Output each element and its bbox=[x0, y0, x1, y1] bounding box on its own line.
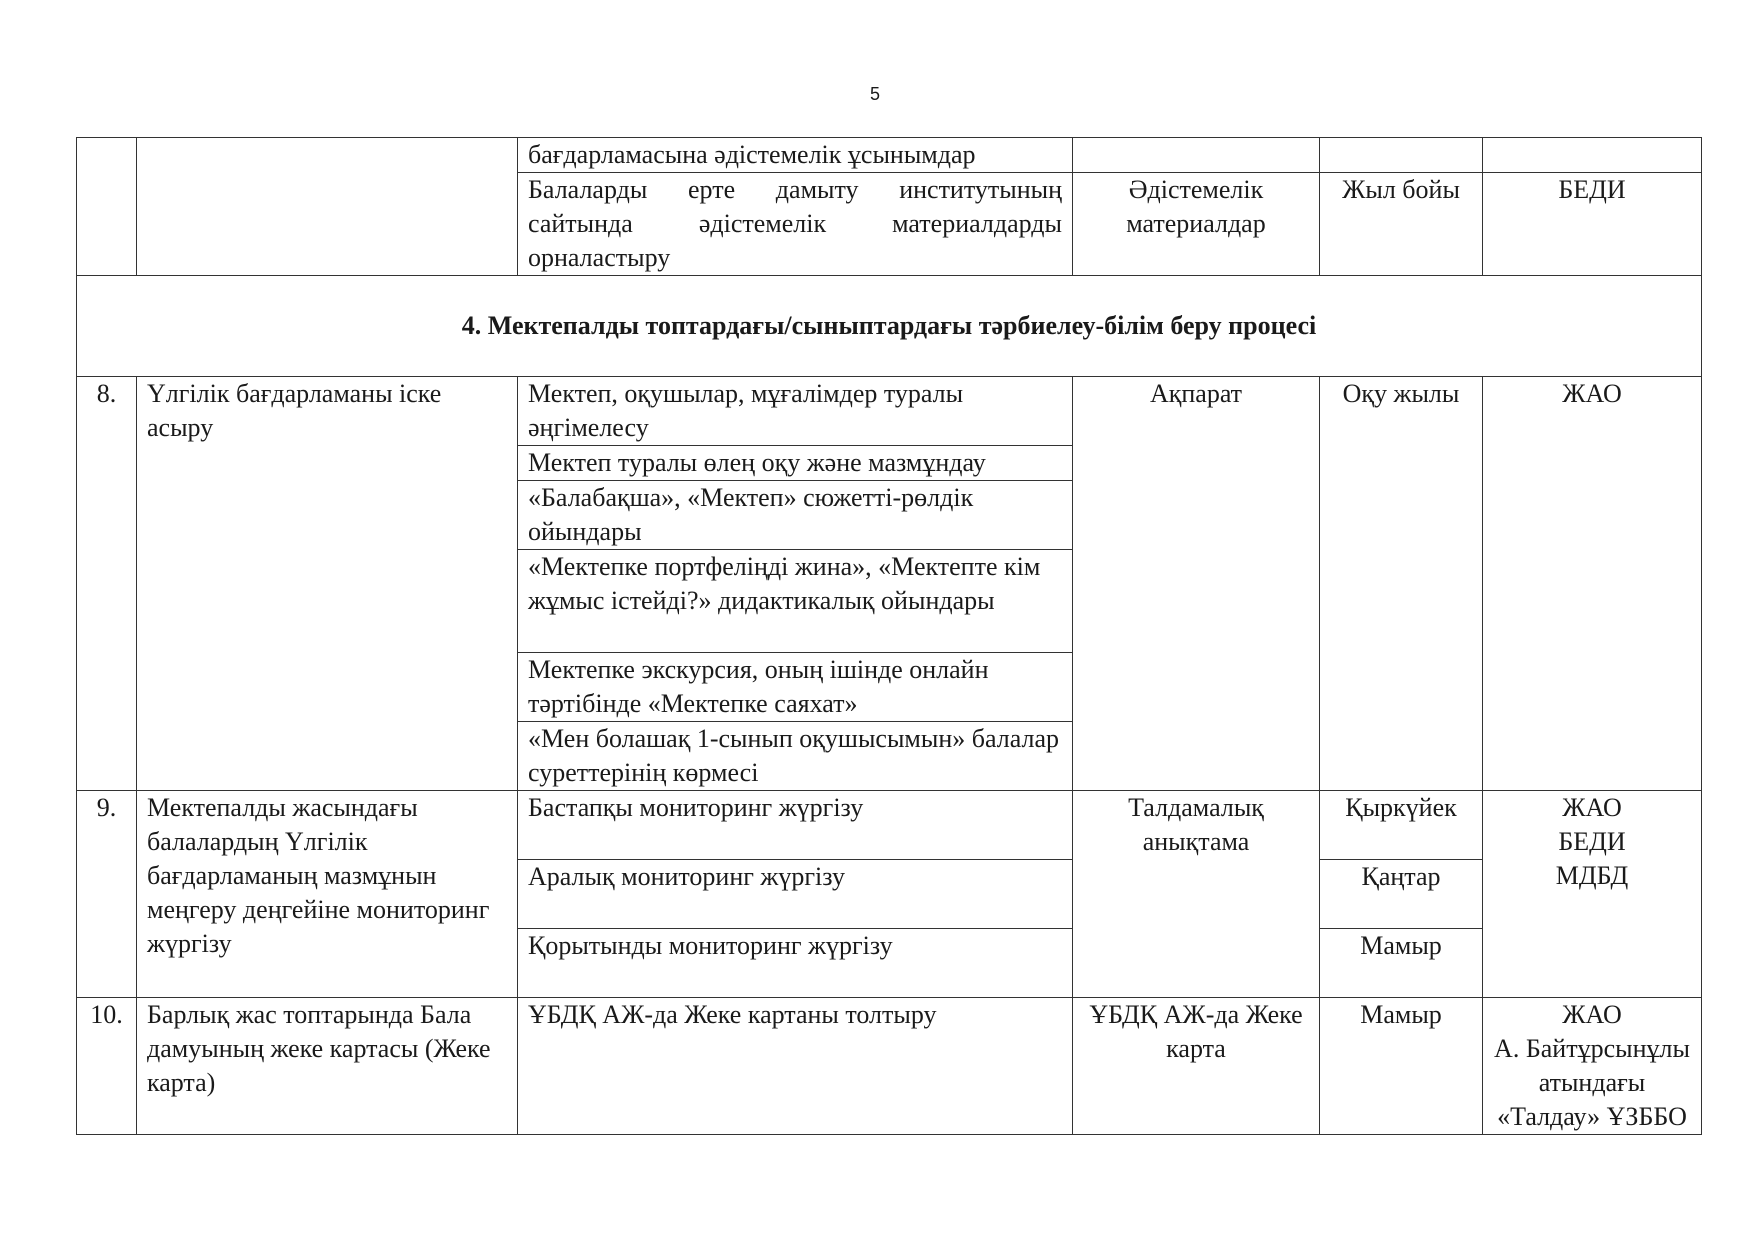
row-activity: Қорытынды мониторинг жүргізу bbox=[518, 929, 1073, 998]
row-number: 9. bbox=[77, 791, 137, 998]
row-responsible bbox=[1483, 791, 1702, 998]
row-task: Үлгілік бағдарламаны іске асыру bbox=[137, 377, 518, 791]
continuation-tail-output bbox=[1073, 138, 1320, 173]
continuation-tail-due bbox=[1320, 138, 1483, 173]
table-row bbox=[77, 791, 1702, 860]
continuation-due: Жыл бойы bbox=[1320, 173, 1483, 276]
table-row bbox=[77, 998, 1702, 1135]
row-activity: Мектепке экскурсия, оның ішінде онлайн тәртібінде «Мектепке саяхат» bbox=[518, 653, 1073, 722]
row-output: ҰБДҚ АЖ-да Жеке карта bbox=[1073, 998, 1320, 1135]
row-task: Барлық жас топтарында Бала дамуының жеке картасы (Жеке карта) bbox=[137, 998, 518, 1135]
section-title: 4. Мектепалды топтардағы/сыныптардағы тәрбиелеу-білім беру процесі bbox=[77, 276, 1702, 377]
continuation-activity: Балаларды ерте дамыту институтының сайтында әдістемелік материалдарды орналастыру bbox=[518, 173, 1073, 276]
continuation-tail-activity: бағдарламасына әдістемелік ұсынымдар bbox=[518, 138, 1073, 173]
row-activity: Аралық мониторинг жүргізу bbox=[518, 860, 1073, 929]
row-output: Ақпарат bbox=[1073, 377, 1320, 791]
row-activity: «Мектепке портфеліңді жина», «Мектепте кім жұмыс істейді?» дидактикалық ойындары bbox=[518, 550, 1073, 653]
action-plan-table bbox=[76, 137, 1702, 1135]
row-number: 8. bbox=[77, 377, 137, 791]
continuation-row-tail bbox=[77, 138, 1702, 173]
row-activity: Бастапқы мониторинг жүргізу bbox=[518, 791, 1073, 860]
responsible-line: БЕДИ bbox=[1558, 827, 1626, 856]
row-due: Қаңтар bbox=[1320, 860, 1483, 929]
continuation-responsible: БЕДИ bbox=[1483, 173, 1702, 276]
row-due: Оқу жылы bbox=[1320, 377, 1483, 791]
row-due: Мамыр bbox=[1320, 998, 1483, 1135]
continuation-task-cell bbox=[137, 138, 518, 276]
table-row bbox=[77, 377, 1702, 446]
row-activity: «Мен болашақ 1-сынып оқушысымын» балалар суреттерінің көрмесі bbox=[518, 722, 1073, 791]
row-activity: ҰБДҚ АЖ-да Жеке картаны толтыру bbox=[518, 998, 1073, 1135]
responsible-line: ЖАО bbox=[1562, 793, 1622, 822]
page-number: 5 bbox=[869, 84, 880, 104]
continuation-num-cell bbox=[77, 138, 137, 276]
responsible-line: ЖАО bbox=[1562, 1000, 1622, 1029]
row-number: 10. bbox=[77, 998, 137, 1135]
row-due: Қыркүйек bbox=[1320, 791, 1483, 860]
row-responsible bbox=[1483, 998, 1702, 1135]
continuation-output: Әдістемелік материалдар bbox=[1073, 173, 1320, 276]
row-activity: Мектеп туралы өлең оқу және мазмұндау bbox=[518, 446, 1073, 481]
row-activity: «Балабақша», «Мектеп» сюжетті-рөлдік ойындары bbox=[518, 481, 1073, 550]
responsible-line: А. Байтұрсынұлы атындағы «Талдау» ҰЗББО bbox=[1494, 1034, 1690, 1131]
row-due: Мамыр bbox=[1320, 929, 1483, 998]
row-output: Талдамалық анықтама bbox=[1073, 791, 1320, 998]
row-activity: Мектеп, оқушылар, мұғалімдер туралы әңгімелесу bbox=[518, 377, 1073, 446]
row-task: Мектепалды жасындағы балалардың Үлгілік бағдарламаның мазмұнын меңгеру деңгейіне мониторинг жүргізу bbox=[137, 791, 518, 998]
row-responsible: ЖАО bbox=[1483, 377, 1702, 791]
continuation-tail-responsible bbox=[1483, 138, 1702, 173]
responsible-line: МДБД bbox=[1555, 861, 1629, 890]
section-heading-row bbox=[77, 276, 1702, 377]
